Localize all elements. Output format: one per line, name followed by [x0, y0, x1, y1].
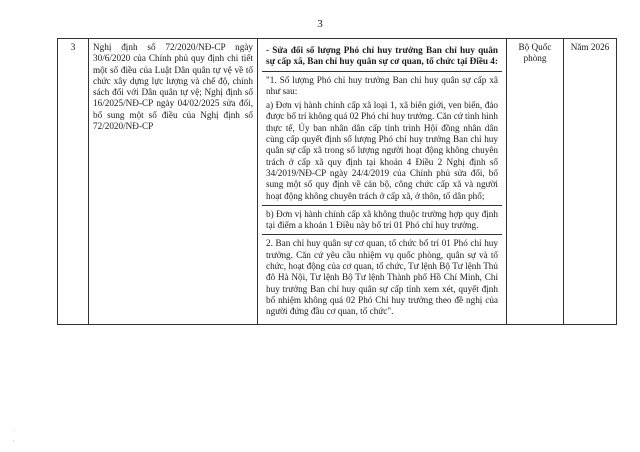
amendment-heading: - Sửa đổi số lượng Phó chỉ huy trưởng Ban chỉ huy quân sự cấp xã, Ban chỉ huy quân sự cơ quan, tổ chức tại Điều 4: [266, 45, 498, 67]
clause-1-point-b: b) Đơn vị hành chính cấp xã không thuộc trường hợp quy định tại điểm a khoản 1 Điều này bố trí 01 Phó chỉ huy trưởng. [266, 208, 498, 231]
amendment-content-cell [258, 39, 507, 325]
legal-basis-cell: Nghị định số 72/2020/NĐ-CP ngày 30/6/2020 của Chính phủ quy định chi tiết một số điều của Luật Dân quân tự vệ về tổ chức xây dựng lực lượng và chế độ, chính sách đối với Dân quân tự vệ; Nghị định số 16/2025/NĐ-CP ngày 04/02/2025 sửa đổi, bổ sung một số điều của Nghị định số 72/2020/NĐ-CP [89, 39, 258, 325]
amendment-clause-2-block [262, 234, 502, 320]
amendment-clause-1-block [262, 71, 502, 205]
amendment-heading-block [262, 42, 502, 71]
responsible-agency-cell: Bộ Quốc phòng [507, 39, 564, 325]
margin-mark: · [13, 428, 15, 434]
page-number: 3 [317, 18, 323, 30]
clause-1-point-a: a) Đơn vị hành chính cấp xã loại 1, xã biên giới, ven biển, đảo được bố trí không quá 02 Phó chỉ huy trưởng. Căn cứ tình hình thực tế, Ủy ban nhân dân cấp tỉnh trình Hội đồng nhân dân cùng cấp quyết định số lượng Phó chỉ huy trưởng Ban chỉ huy quân sự cấp xã trong số lượng người hoạt động không chuyên trách ở cấp xã quy định tại khoản 4 Điều 2 Nghị định số 34/2019/NĐ-CP ngày 24/4/2019 của Chính phủ sửa đổi, bổ sung một số quy định về cán bộ, công chức cấp xã và người hoạt động không chuyên trách ở cấp xã, ở thôn, tổ dân phố; [266, 100, 498, 201]
amendment-clause-1b-block [262, 205, 502, 235]
regulation-table [57, 38, 617, 325]
clause-1-intro: "1. Số lượng Phó chỉ huy trưởng Ban chỉ huy quân sự cấp xã như sau: [266, 74, 498, 96]
timeline-cell: Năm 2026 [564, 39, 617, 325]
row-number: 3 [58, 39, 89, 325]
clause-2: 2. Ban chỉ huy quân sự cơ quan, tổ chức bố trí 01 Phó chỉ huy trưởng. Căn cứ yêu cầu nhiệm vụ quốc phòng, quân sự và tổ chức, hoạt động của cơ quan, tổ chức, Tư lệnh Bộ Tư lệnh Thủ đô Hà Nội, Tư lệnh Bộ Tư lệnh Thành phố Hồ Chí Minh, Chỉ huy trưởng Ban chỉ huy quân sự cấp tỉnh xem xét, quyết định bổ nhiệm không quá 02 Phó Chỉ huy trưởng theo đề nghị của người đứng đầu cơ quan, tổ chức". [266, 238, 498, 317]
margin-mark: ' [13, 440, 15, 446]
table-row [58, 39, 617, 325]
